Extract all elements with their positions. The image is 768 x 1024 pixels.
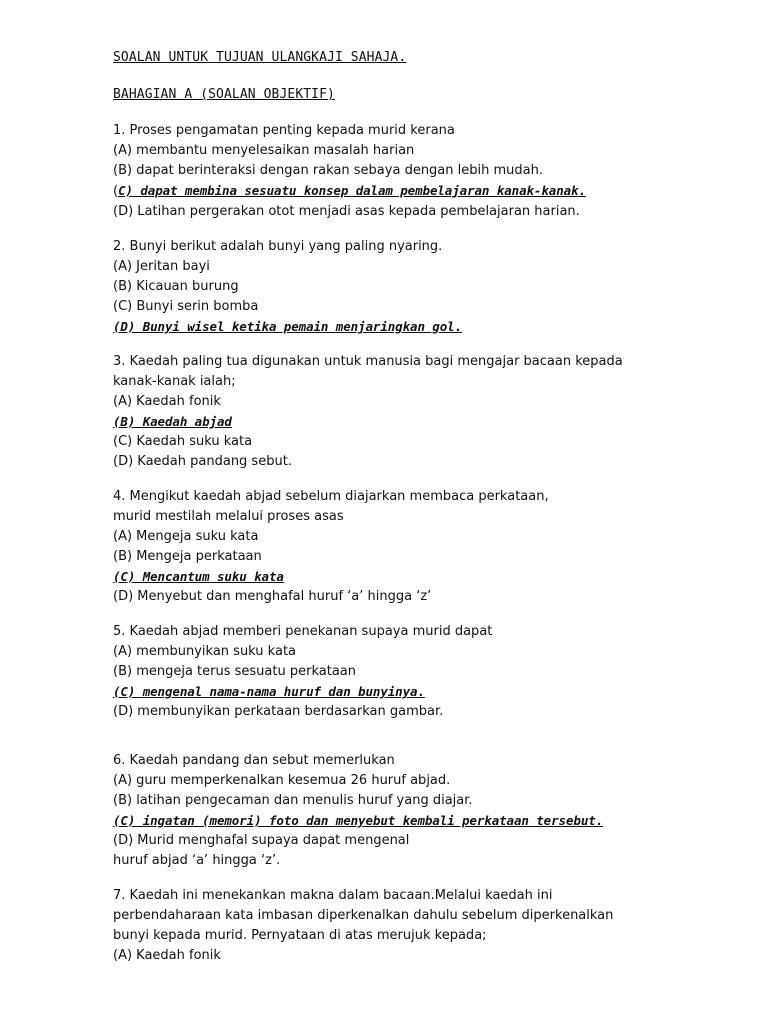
option-a: (A) Mengeja suku kata <box>113 529 259 544</box>
question-2 <box>113 237 753 337</box>
option-b: (B) Kicauan burung <box>113 279 239 294</box>
document-title: SOALAN UNTUK TUJUAN ULANGKAJI SAHAJA. <box>113 50 407 65</box>
option-a: (A) membunyikan suku kata <box>113 644 297 659</box>
question-stem: 2. Bunyi berikut adalah bunyi yang paling nyaring. <box>113 239 443 254</box>
question-stem: 6. Kaedah pandang dan sebut memerlukan <box>113 753 395 768</box>
option-b-correct: (B) Kaedah abjad <box>113 414 232 429</box>
question-6 <box>113 751 753 871</box>
option-c-correct: (C) ingatan (memori) foto dan menyebut kembali perkataan tersebut. <box>113 813 604 828</box>
section-heading: BAHAGIAN A (SOALAN OBJEKTIF) <box>113 87 335 102</box>
question-stem: 3. Kaedah paling tua digunakan untuk manusia bagi mengajar bacaan kepada kanak-kanak ialah; <box>113 354 623 389</box>
option-a: (A) Kaedah fonik <box>113 948 221 963</box>
option-b: (B) Mengeja perkataan <box>113 549 262 564</box>
option-c-correct-text: C) dapat membina sesuatu konsep dalam pembelajaran kanak-kanak. <box>118 183 586 198</box>
question-stem: 1. Proses pengamatan penting kepada murid kerana <box>113 123 455 138</box>
option-d: (D) Latihan pergerakan otot menjadi asas kepada pembelajaran harian. <box>113 204 580 219</box>
question-stem: 7. Kaedah ini menekankan makna dalam bacaan.Melalui kaedah ini perbendaharaan kata imbasan diperkenalkan dahulu sebelum diperkenalkan bunyi kepada murid. Pernyataan di atas merujuk kepada; <box>113 888 614 943</box>
option-d-correct: (D) Bunyi wisel ketika pemain menjaringkan gol. <box>113 319 463 334</box>
option-c: (C) Bunyi serin bomba <box>113 299 259 314</box>
question-1 <box>113 121 753 222</box>
option-c-correct: (C) Mencantum suku kata <box>113 569 284 584</box>
option-c-open-paren: ( <box>113 184 119 199</box>
question-4 <box>113 487 753 607</box>
option-b: (B) mengeja terus sesuatu perkataan <box>113 664 356 679</box>
option-c-correct <box>113 181 753 202</box>
document-page <box>113 48 753 981</box>
option-a: (A) Jeritan bayi <box>113 259 210 274</box>
option-c: (C) Kaedah suku kata <box>113 434 253 449</box>
option-b: (B) dapat berinteraksi dengan rakan sebaya dengan lebih mudah. <box>113 163 543 178</box>
option-a: (A) Kaedah fonik <box>113 394 221 409</box>
option-d-continuation: huruf abjad ‘a’ hingga ‘z’. <box>113 853 281 868</box>
question-3 <box>113 352 753 472</box>
option-d: (D) Murid menghafal supaya dapat mengenal <box>113 833 410 848</box>
option-a: (A) guru memperkenalkan kesemua 26 huruf abjad. <box>113 773 451 788</box>
question-7 <box>113 886 753 966</box>
option-d: (D) Menyebut dan menghafal huruf ‘a’ hingga ‘z’ <box>113 589 432 604</box>
question-stem: 5. Kaedah abjad memberi penekanan supaya murid dapat <box>113 624 493 639</box>
option-d: (D) membunyikan perkataan berdasarkan gambar. <box>113 704 444 719</box>
option-b: (B) latihan pengecaman dan menulis huruf yang diajar. <box>113 793 473 808</box>
option-c-correct: (C) mengenal nama-nama huruf dan bunyinya. <box>113 684 425 699</box>
option-a: (A) membantu menyelesaikan masalah harian <box>113 143 415 158</box>
question-stem: 4. Mengikut kaedah abjad sebelum diajarkan membaca perkataan, murid mestilah melalui proses asas <box>113 489 549 524</box>
question-5 <box>113 622 753 722</box>
option-d: (D) Kaedah pandang sebut. <box>113 454 292 469</box>
